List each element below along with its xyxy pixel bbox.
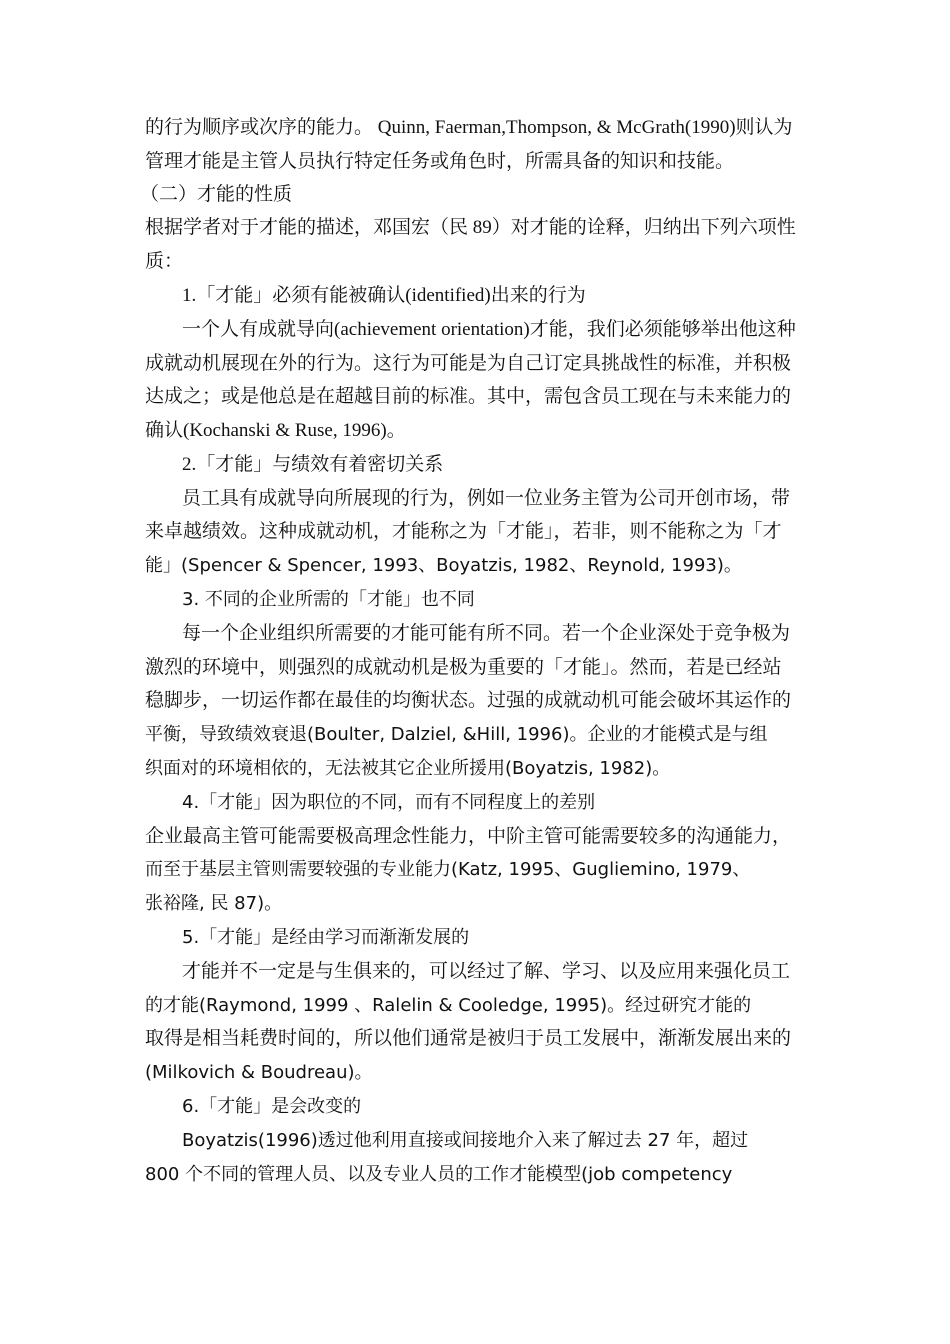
paragraph-line: 成就动机展现在外的行为。这行为可能是为自己订定具挑战性的标准，并积极 [145, 353, 792, 374]
paragraph-line: 张裕隆, 民 87)。 [145, 893, 283, 914]
paragraph-line: 管理才能是主管人员执行特定任务或角色时，所需具备的知识和技能。 [145, 151, 735, 172]
paragraph-line: (Milkovich & Boudreau)。 [145, 1062, 373, 1083]
item-heading-3: 3. 不同的企业所需的「才能」也不同 [182, 589, 475, 610]
paragraph-line: 达成之；或是他总是在超越目前的标准。其中，需包含员工现在与未来能力的 [145, 386, 792, 407]
paragraph-line: 才能并不一定是与生俱来的，可以经过了解、学习、以及应用来强化员工 [182, 961, 791, 982]
paragraph-line: 的才能(Raymond, 1999 、Ralelin & Cooledge, 1995)。经过研究才能的 [145, 995, 752, 1016]
item-heading-6: 6.「才能」是会改变的 [182, 1096, 362, 1117]
item-heading-5: 5.「才能」是经由学习而渐渐发展的 [182, 927, 470, 948]
paragraph-line: 来卓越绩效。这种成就动机，才能称之为「才能」，若非，则不能称之为「才 [145, 521, 782, 542]
paragraph-line: 平衡，导致绩效衰退(Boulter, Dalziel, &Hill, 1996)。企业的才能模式是与组 [145, 724, 768, 745]
paragraph-line: 取得是相当耗费时间的，所以他们通常是被归于员工发展中，渐渐发展出来的 [145, 1028, 792, 1049]
item-heading-4: 4.「才能」因为职位的不同，而有不同程度上的差别 [182, 792, 596, 813]
item-heading-2: 2.「才能」与绩效有着密切关系 [182, 454, 444, 475]
paragraph-line: Boyatzis(1996)透过他利用直接或间接地介入来了解过去 27 年，超过 [182, 1130, 749, 1151]
paragraph-line: 企业最高主管可能需要极高理念性能力，中阶主管可能需要较多的沟通能力， [145, 826, 792, 847]
paragraph-line: 激烈的环境中，则强烈的成就动机是极为重要的「才能」。然而，若是已经站 [145, 657, 782, 678]
paragraph-line: 的行为顺序或次序的能力。 Quinn, Faerman,Thompson, & McGrath(1990)则认为 [145, 117, 793, 138]
item-heading-1: 1.「才能」必须有能被确认(identified)出来的行为 [182, 285, 586, 306]
paragraph-line: 能」(Spencer & Spencer, 1993、Boyatzis, 1982、Reynold, 1993)。 [145, 555, 742, 576]
paragraph-line: 员工具有成就导向所展现的行为，例如一位业务主管为公司开创市场，带 [182, 488, 791, 509]
paragraph-line: 一个人有成就导向(achievement orientation)才能，我们必须能够举出他这种 [182, 319, 796, 340]
paragraph-line: 织面对的环境相依的，无法被其它企业所援用(Boyatzis, 1982)。 [145, 758, 671, 779]
paragraph-line: 800 个不同的管理人员、以及专业人员的工作才能模型(job competency [145, 1164, 733, 1185]
paragraph-line: 根据学者对于才能的描述，邓国宏（民 89）对才能的诠释，归纳出下列六项性 [145, 217, 796, 238]
paragraph-line: 稳脚步，一切运作都在最佳的均衡状态。过强的成就动机可能会破坏其运作的 [145, 690, 792, 711]
section-heading: （二）才能的性质 [140, 184, 293, 205]
paragraph-line: 质： [145, 251, 184, 272]
paragraph-line: 确认(Kochanski & Ruse, 1996)。 [145, 420, 406, 441]
paragraph-line: 而至于基层主管则需要较强的专业能力(Katz, 1995、Gugliemino, 1979、 [145, 859, 751, 880]
paragraph-line: 每一个企业组织所需要的才能可能有所不同。若一个企业深处于竞争极为 [182, 623, 791, 644]
